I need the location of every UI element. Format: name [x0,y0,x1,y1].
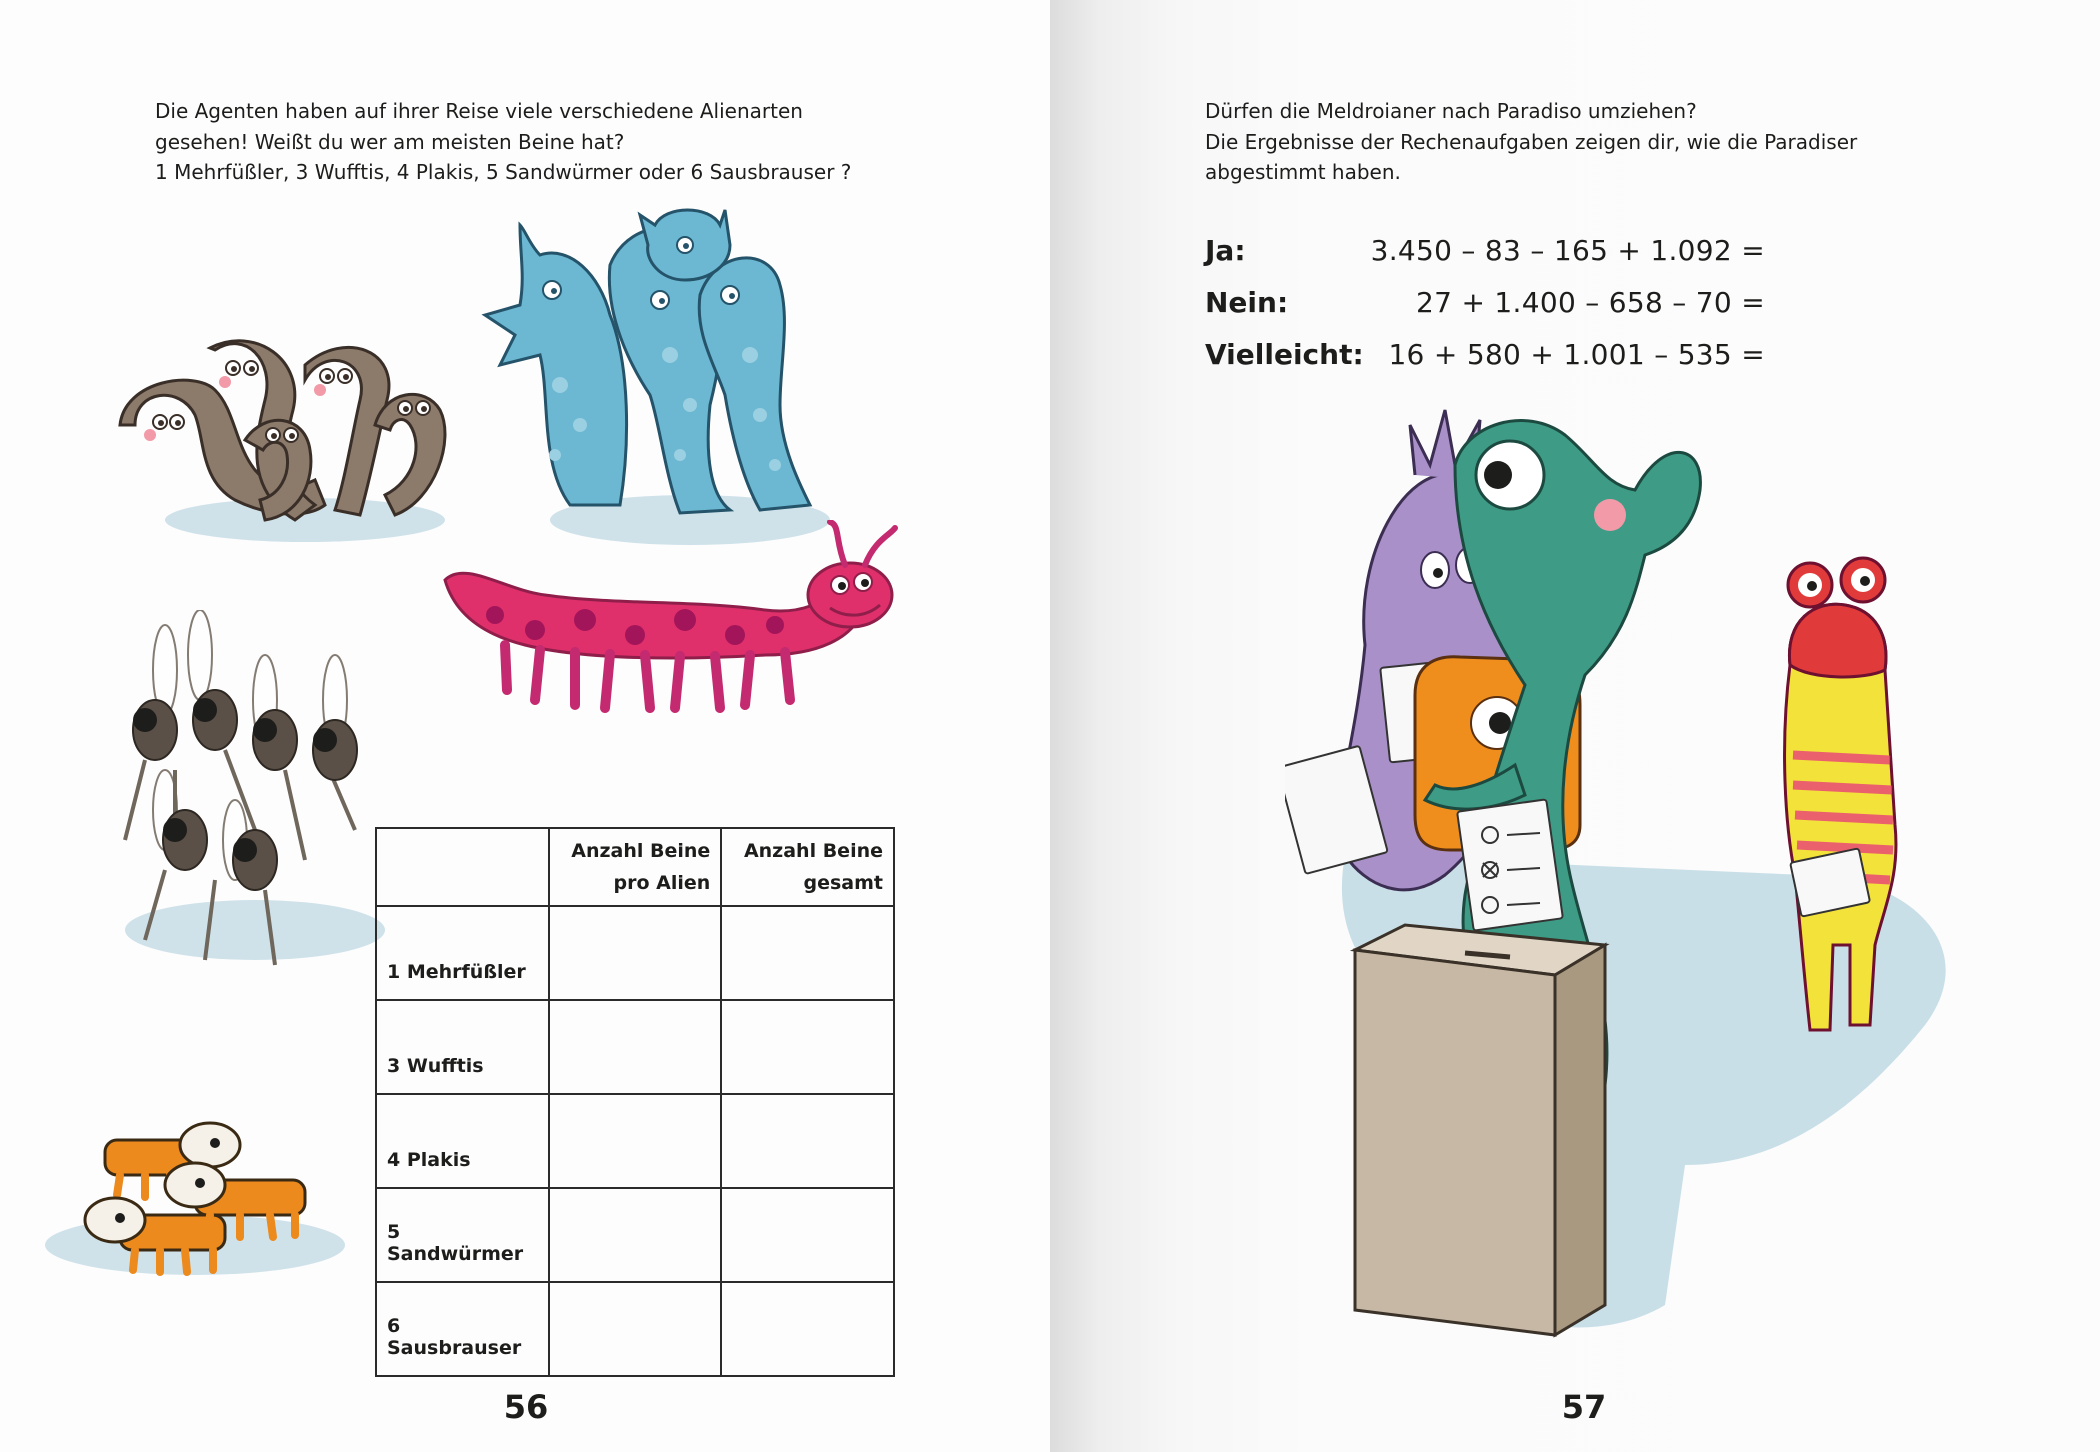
table-header-legs-total [721,828,894,906]
equation-row-vielleicht [1205,334,1765,386]
table-row [376,906,894,1000]
page-number: 57 [1561,1388,1607,1426]
legs-total-cell[interactable] [721,906,894,1000]
intro-line: Die Agenten haben auf ihrer Reise viele verschiedene Alienarten [155,99,803,123]
header-line: gesamt [803,872,883,894]
mehrfuessler-illustration [435,520,935,725]
row-label: 6 Sausbrauser [376,1282,549,1376]
intro-line: gesehen! Weißt du wer am meisten Beine hat? [155,129,625,154]
intro-line: abgestimmt haben. [1205,160,1401,184]
equation-expression: 3.450 – 83 – 165 + 1.092 = [1370,234,1765,267]
row-label: 4 Plakis [376,1094,549,1188]
legs-total-cell[interactable] [721,1000,894,1094]
table-header-empty [376,828,549,906]
left-intro-text [155,96,915,188]
legs-per-alien-cell[interactable] [549,1188,722,1282]
intro-line: Die Ergebnisse der Rechenaufgaben zeigen dir, wie die Paradiser [1205,129,1858,154]
legs-per-alien-cell[interactable] [549,1000,722,1094]
row-label: 3 Wufftis [376,1000,549,1094]
legs-per-alien-cell[interactable] [549,1094,722,1188]
legs-total-cell[interactable] [721,1094,894,1188]
table-row [376,1000,894,1094]
header-line: Anzahl Beine [743,840,883,862]
right-page [1050,0,2100,1452]
equation-expression: 16 + 580 + 1.001 – 535 = [1388,338,1765,371]
intro-line: Dürfen die Meldroianer nach Paradiso umziehen? [1205,99,1697,123]
table-header-legs-per-alien [549,828,722,906]
equation-expression: 27 + 1.400 – 658 – 70 = [1416,286,1765,319]
sandworms-illustration [105,330,465,550]
equation-row-ja [1205,230,1765,282]
plakis-illustration [45,1115,365,1285]
row-label: 1 Mehrfüßler [376,906,549,1000]
equation-label: Ja: [1205,234,1246,267]
table-row [376,1188,894,1282]
header-line: pro Alien [613,872,711,894]
equation-label: Nein: [1205,286,1289,319]
legs-per-alien-cell[interactable] [549,1282,722,1376]
sausbrauser-illustration [105,610,395,980]
table-header-row [376,828,894,906]
voting-aliens-illustration [1285,405,1985,1355]
equations-list [1205,230,1765,386]
intro-line: 1 Mehrfüßler, 3 Wufftis, 4 Plakis, 5 Sandwürmer oder 6 Sausbrauser ? [155,160,852,184]
legs-per-alien-cell[interactable] [549,906,722,1000]
right-intro-text [1205,96,1965,188]
legs-total-cell[interactable] [721,1282,894,1376]
legs-total-cell[interactable] [721,1188,894,1282]
page-number: 56 [503,1388,549,1426]
wufftis-illustration [480,205,840,550]
equation-row-nein [1205,282,1765,334]
table-row [376,1282,894,1376]
table-row [376,1094,894,1188]
header-line: Anzahl Beine [571,840,711,862]
equation-label: Vielleicht: [1205,338,1364,371]
row-label: 5 Sandwürmer [376,1188,549,1282]
legs-table [375,827,895,1377]
